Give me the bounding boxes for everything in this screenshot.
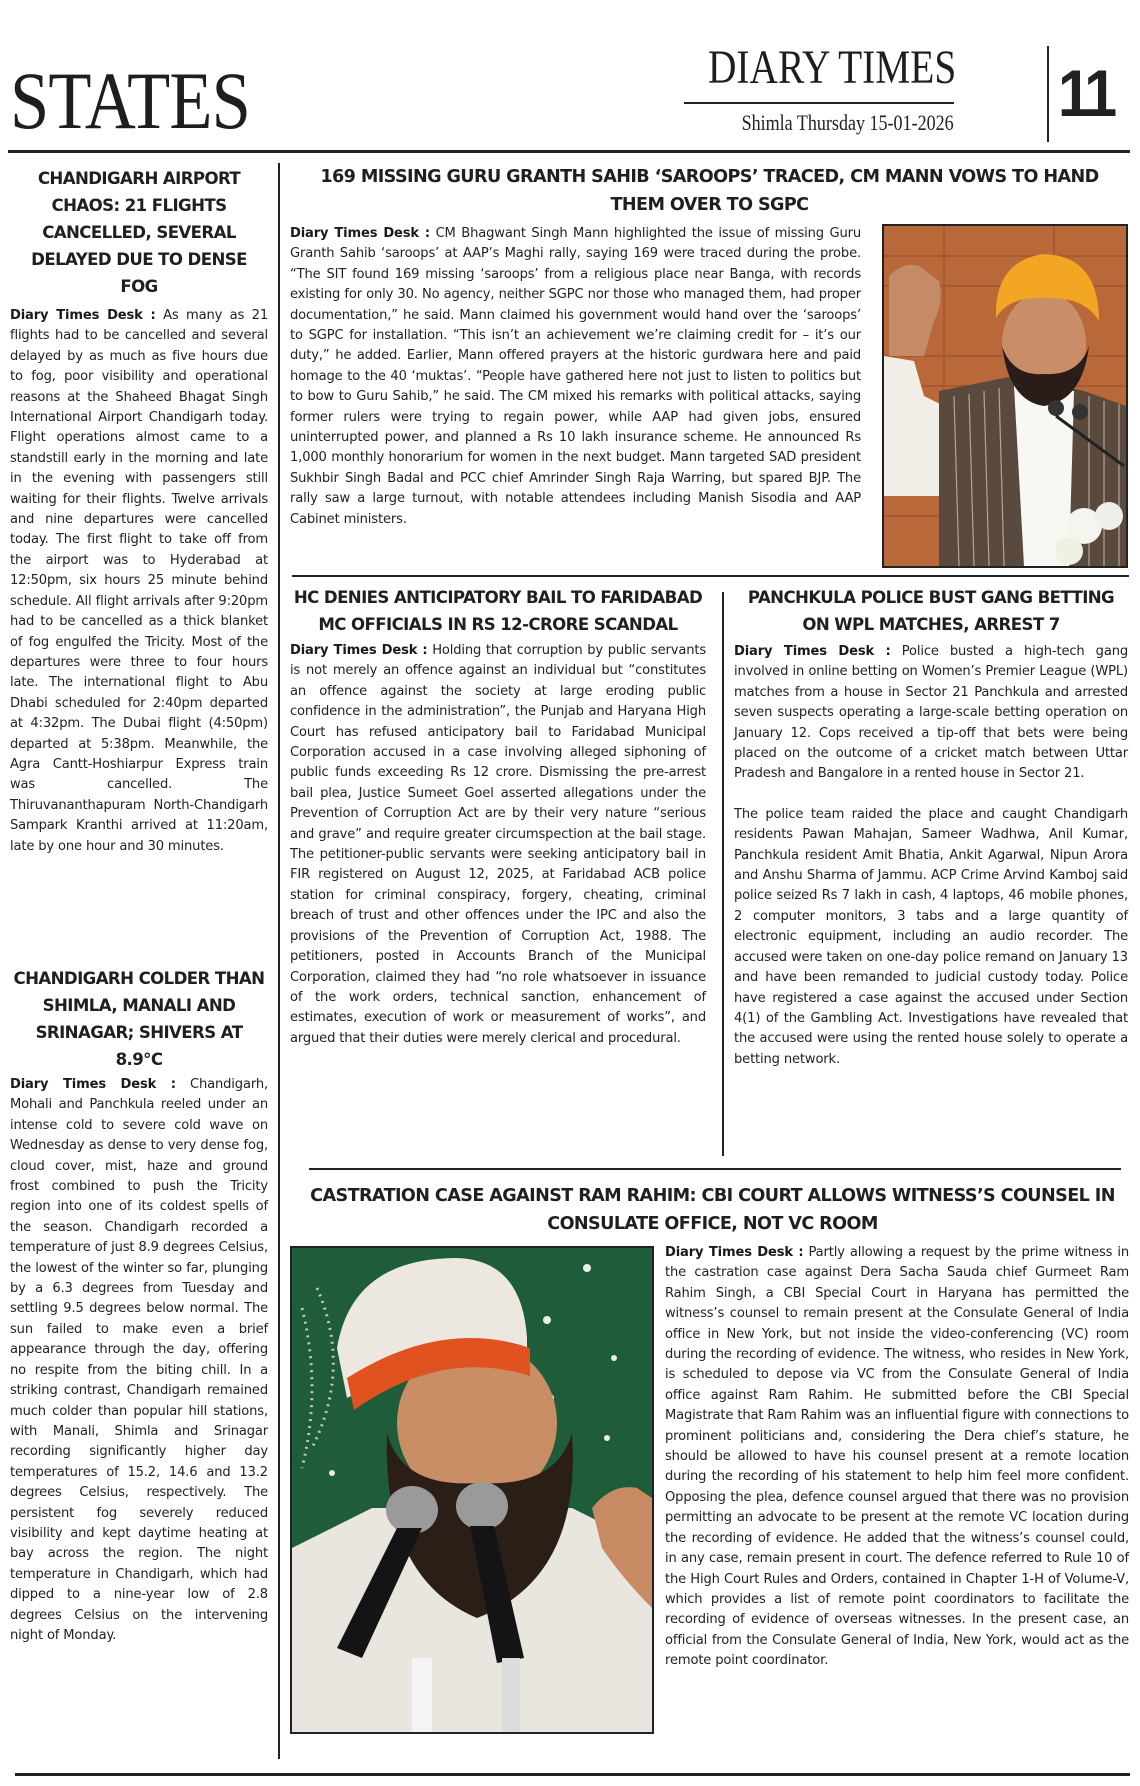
page-number: 11	[1058, 56, 1114, 130]
section-divider	[309, 1168, 1121, 1170]
article-byline: Diary Times Desk :	[734, 644, 891, 659]
section-title: STATES	[10, 55, 250, 146]
article-headline: PANCHKULA POLICE BUST GANG BETTING ON WPL MATCHES, ARREST 7	[747, 588, 1115, 634]
article-headline: CHANDIGARH AIRPORT CHAOS: 21 FLIGHTS CANCELLED, SEVERAL DELAYED DUE TO DENSE FOG	[31, 169, 247, 296]
article-body	[10, 306, 268, 857]
article-airport-chaos	[10, 165, 268, 857]
article-text: Partly allowing a request by the prime witness in the castration case against Dera Sacha Sauda chief Gurmeet Ram Rahim Singh, a CBI Special Court in Haryana has permitted the witness’s counsel to remain present at the Consulate General of India office in New York, but not inside the video-conferencing (VC) room during the recording of evidence. The witness, who resides in New York, is scheduled to depose via VC from the Consulate General of India office against Ram Rahim. He submitted before the CBI Special Magistrate that Ram Rahim was an influential figure with connections to prominent politicians and, considering the Dera chief’s stature, he should be allowed to have his counsel present at a remote location during the recording of his statement to help him feel more confident. Opposing the plea, defence counsel argued that there was no provision permitting an advocate to be present at the remote VC location during the recording of evidence. He added that the witness’s counsel could, in any case, remain present in court. The defence referred to Rule 10 of the High Court Rules and Orders, contained in Chapter 1-H of Volume-V, which provides a list of remote point coordinators to facilitate the recording of evidence of overseas witnesses. In the present case, an official from the Consulate General of India, New York, would act as the remote point coordinator.	[665, 1245, 1129, 1669]
article-ramrahim-body	[665, 1243, 1129, 1672]
photo-bhagwant-mann	[882, 224, 1128, 568]
article-text: Chandigarh, Mohali and Panchkula reeled under an intense cold to severe cold wave on Wednesday as dense to very dense fog, cloud cover, mist, haze and ground frost combined to push the Tricity region into one of its coldest spells of the season. Chandigarh recorded a temperature of just 8.9 degrees Celsius, the lowest of the winter so far, plunging by a 6.3 degrees from Tuesday and settling 9.5 degrees below normal. The sun failed to make even a brief appearance through the day, offering no respite from the biting chill. In a striking contrast, Chandigarh remained much colder than popular hill stations, with Manali, Shimla and Srinagar recording significantly higher day temperatures of 15.2, 14.6 and 13.2 degrees Celsius, respectively. The persistent fog severely reduced visibility and kept daytime heating at bay across the region. The night temperature in Chandigarh, which had dipped to a nine-year low of 2.8 degrees Celsius on the intervening night of Monday.	[10, 1077, 268, 1643]
masthead-rule	[8, 150, 1130, 153]
article-text: Holding that corruption by public servants is not merely an offence against an individual but “constitutes an offence against the society at large eroding public confidence in the administration”, the Punjab and Haryana High Court has refused anticipatory bail to Faridabad Municipal Corporation accused in a case involving alleged siphoning of public funds exceeding Rs 12 crore. Dismissing the pre-arrest bail plea, Justice Sumeet Goel asserted allegations under the Prevention of Corruption Act are by their very nature “serious and grave” and require greater circumspection at the bail stage. The petitioner-public servants were seeking anticipatory bail in FIR registered on August 12, 2025, at Faridabad ACB police station for criminal conspiracy, forgery, cheating, criminal breach of trust and other offences under the IPC and also the provisions of the Prevention of Corruption Act, 1988. The petitioners, posted in Accounts Branch of the Municipal Corporation, claimed they had “no role whatsoever in issuance of the work orders, technical sanction, enhancement of estimates, execution of work or measurement of works”, and argued that their duties were merely clerical and procedural.	[290, 643, 707, 1046]
column-divider	[722, 592, 724, 1156]
footer-rule	[15, 1773, 1130, 1776]
article-body-paragraph-2: The police team raided the place and caught Chandigarh residents Pawan Mahajan, Sameer Wadhwa, Anil Kumar, Panchkula resident Amit Bhatia, Ankit Agarwal, Nipun Arora and Anshu Sharma of Jammu. ACP Crime Arvind Kamboj said police seized Rs 7 lakh in cash, 4 laptops, 46 mobile phones, 2 computer monitors, 3 tabs and a large quantity of electronic equipment, including an audio recorder. The accused were taken on one-day police remand on January 13 and have been remanded to judicial custody today. Police have registered a case against the accused under Section 4(1) of the Gambling Act. Investigations have revealed that the accused were using the rented house solely to operate a betting network.	[734, 806, 1128, 1067]
article-byline: Diary Times Desk :	[10, 1077, 176, 1092]
article-body	[290, 641, 706, 1049]
article-headline: CHANDIGARH COLDER THAN SHIMLA, MANALI AND SRINAGAR; SHIVERS AT 8.9°C	[13, 969, 265, 1069]
photo-ram-rahim	[290, 1246, 654, 1734]
article-body	[10, 1075, 268, 1646]
masthead-divider	[1047, 46, 1049, 142]
newspaper-name: DIARY TIMES	[708, 41, 957, 94]
article-ramrahim-header	[290, 1182, 1135, 1238]
dateline: Shimla Thursday 15-01-2026	[741, 110, 954, 135]
article-headline: CASTRATION CASE AGAINST RAM RAHIM: CBI COURT ALLOWS WITNESS’S COUNSEL IN CONSULATE OFFICE, NOT VC ROOM	[310, 1186, 1115, 1234]
article-byline: Diary Times Desk :	[290, 226, 431, 241]
article-body	[734, 642, 1128, 785]
article-headline: 169 MISSING GURU GRANTH SAHIB ‘SAROOPS’ TRACED, CM MANN VOWS TO HAND THEM OVER TO SGPC	[320, 167, 1099, 215]
article-chandigarh-cold	[10, 965, 268, 1646]
article-headline: HC DENIES ANTICIPATORY BAIL TO FARIDABAD MC OFFICIALS IN RS 12-CRORE SCANDAL	[293, 588, 703, 634]
brand-underline	[684, 102, 954, 104]
article-byline: Diary Times Desk :	[10, 308, 156, 323]
section-divider	[292, 575, 1129, 577]
photo-ram-rahim-image	[292, 1248, 652, 1732]
article-text: CM Bhagwant Singh Mann highlighted the issue of missing Guru Granth Sahib ‘saroops’ at AAP’s Maghi rally, saying 169 were traced during the probe. “The SIT found 169 missing ‘saroops’ from a religious place near Banga, with records existing for only 30. No agency, neither SGPC nor those who managed them, had proper documentation,” he said. Mann claimed his government would hand over the ‘saroops’ to SGPC for installation. “This isn’t an achievement we’re claiming credit for – it’s our duty,” he added. Earlier, Mann offered prayers at the historic gurdwara here and paid homage to the 40 ‘muktas’. “People have gathered here not just to listen to politics but to bow to Guru Sahib,” he said. The CM mixed his remarks with political attacks, saying former rulers were trying to regain power, while AAP had given jobs, ensured uninterrupted power, and planned a Rs 10 lakh insurance scheme. He announced Rs 1,000 monthly honorarium for women in the next budget. Mann targeted SAD president Sukhbir Singh Badal and PCC chief Amrinder Singh Raja Warring, but spared BJP. The rally saw a large turnout, with notable attendees including Manish Sisodia and AAP Cabinet ministers.	[290, 226, 861, 527]
article-hc-denies-bail	[290, 584, 706, 1049]
article-byline: Diary Times Desk :	[665, 1245, 804, 1260]
brand-block	[654, 41, 957, 135]
article-byline: Diary Times Desk :	[290, 643, 428, 658]
article-panchkula-betting	[734, 584, 1128, 1070]
column-divider	[278, 163, 280, 1759]
article-text: As many as 21 flights had to be cancelled and several delayed by as much as five hours due to fog, poor visibility and operational reasons at the Shaheed Bhagat Singh International Airport Chandigarh today. Flight operations almost came to a standstill early in the morning and late in the evening with passengers still waiting for their flights. Twelve arrivals and nine departures were cancelled today. The first flight to take off from the airport was to Hyderabad at 12:50pm, six hours 25 minute behind schedule. All flight arrivals after 9:20pm had to be cancelled as a thick blanket of fog engulfed the Tricity. Most of the departures were three to four hours late. The international flight to Abu Dhabi scheduled for 2:40pm departed at 4:32pm. The Dubai flight (4:50pm) departed at 5:38pm. Meanwhile, the Agra Cantt-Hoshiarpur Express train was cancelled. The Thiruvananthapuram North-Chandigarh Sampark Kranthi arrived at 11:20am, late by one hour and 30 minutes.	[10, 308, 268, 854]
article-saroops-traced	[290, 163, 1135, 527]
article-body	[665, 1243, 1129, 1672]
article-text: Police busted a high-tech gang involved in online betting on Women’s Premier League (WPL) matches from a house in Sector 21 Panchkula and arrested seven suspects operating a large-scale betting operation on January 12. Cops received a tip-off that bets were being placed on the outcome of a cricket match between Uttar Pradesh and Bangalore in a rented house in Sector 21.	[734, 644, 1128, 782]
article-body	[290, 224, 861, 530]
photo-bhagwant-mann-image	[884, 226, 1126, 566]
left-column	[10, 165, 268, 1643]
